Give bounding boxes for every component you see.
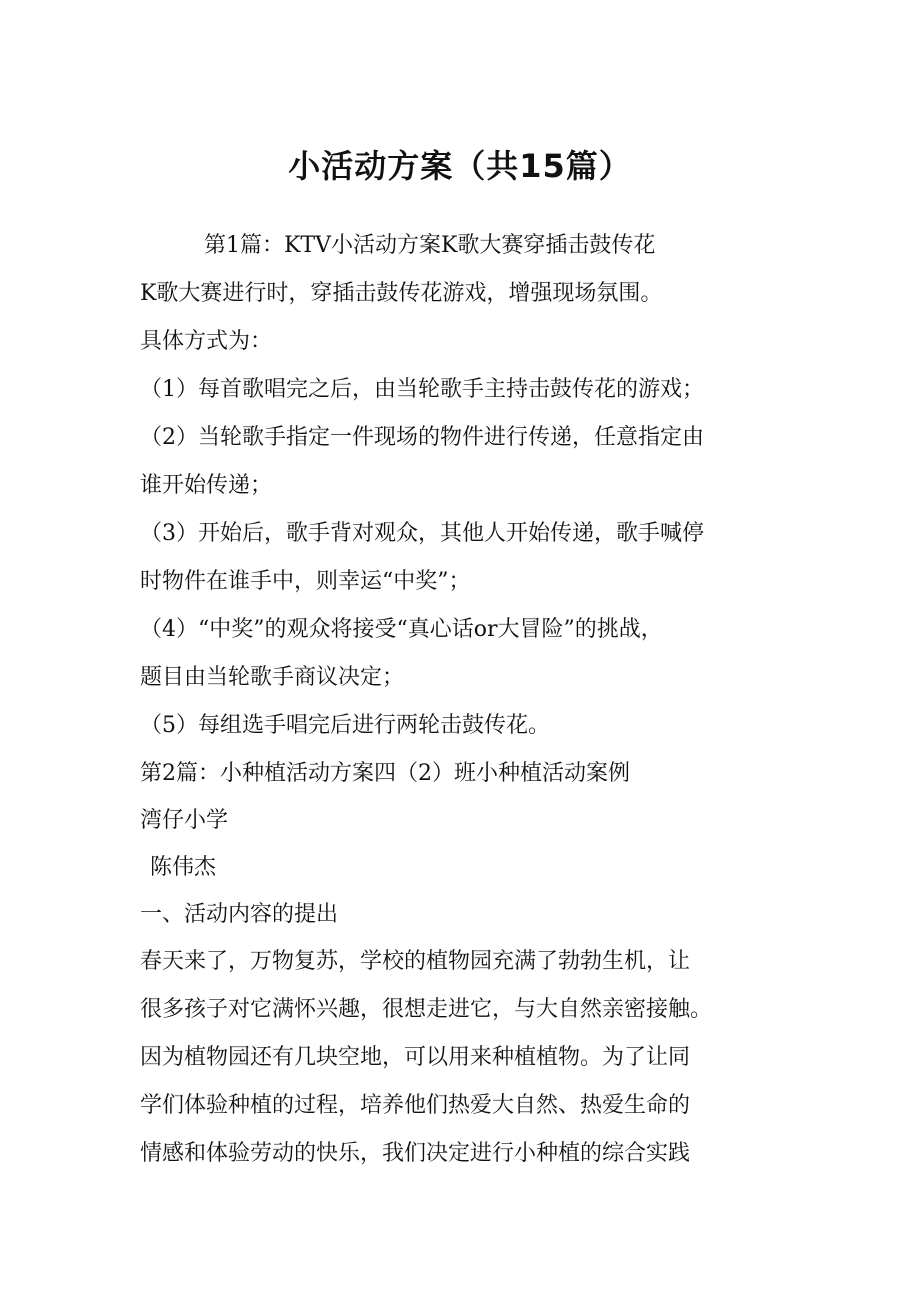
author-name: 陈伟杰	[150, 855, 217, 880]
subsection-heading: 一、活动内容的提出	[140, 902, 339, 927]
paragraph-line: 具体方式为：	[140, 329, 273, 354]
paragraph-line: 学们体验种植的过程，培养他们热爱大自然、热爱生命的	[140, 1093, 691, 1118]
paragraph-line: 谁开始传递；	[140, 473, 273, 498]
paragraph-line: 春天来了，万物复苏，学校的植物园充满了勃勃生机，让	[140, 949, 691, 974]
school-name: 湾仔小学	[140, 808, 229, 833]
document-body	[140, 222, 790, 1178]
paragraph-line: 题目由当轮歌手商议决定；	[140, 665, 405, 690]
list-item-line: （1）每首歌唱完之后，由当轮歌手主持击鼓传花的游戏；	[140, 377, 704, 402]
list-item-line: （2）当轮歌手指定一件现场的物件进行传递，任意指定由	[140, 425, 704, 450]
paragraph-line: K歌大赛进行时，穿插击鼓传花游戏，增强现场氛围。	[140, 281, 663, 306]
list-item-line: （3）开始后，歌手背对观众，其他人开始传递，歌手喊停	[140, 521, 704, 546]
paragraph-line: 时物件在谁手中，则幸运“中奖”；	[140, 569, 471, 594]
paragraph-line: 很多孩子对它满怀兴趣，很想走进它，与大自然亲密接触。	[140, 997, 713, 1022]
paragraph-line: 因为植物园还有几块空地，可以用来种植植物。为了让同	[140, 1045, 691, 1070]
paragraph-line: 情感和体验劳动的快乐，我们决定进行小种植的综合实践	[140, 1141, 691, 1166]
document-title: 小活动方案（共15篇）	[288, 147, 632, 185]
section-heading-2: 第2篇：小种植活动方案四（2）班小种植活动案例	[140, 761, 630, 786]
list-item-line: （4）“中奖”的观众将接受“真心话or大冒险”的挑战，	[140, 617, 663, 642]
list-item-line: （5）每组选手唱完后进行两轮击鼓传花。	[140, 713, 550, 738]
section-heading-1: 第1篇：KTV小活动方案K歌大赛穿插击鼓传花	[204, 233, 656, 258]
